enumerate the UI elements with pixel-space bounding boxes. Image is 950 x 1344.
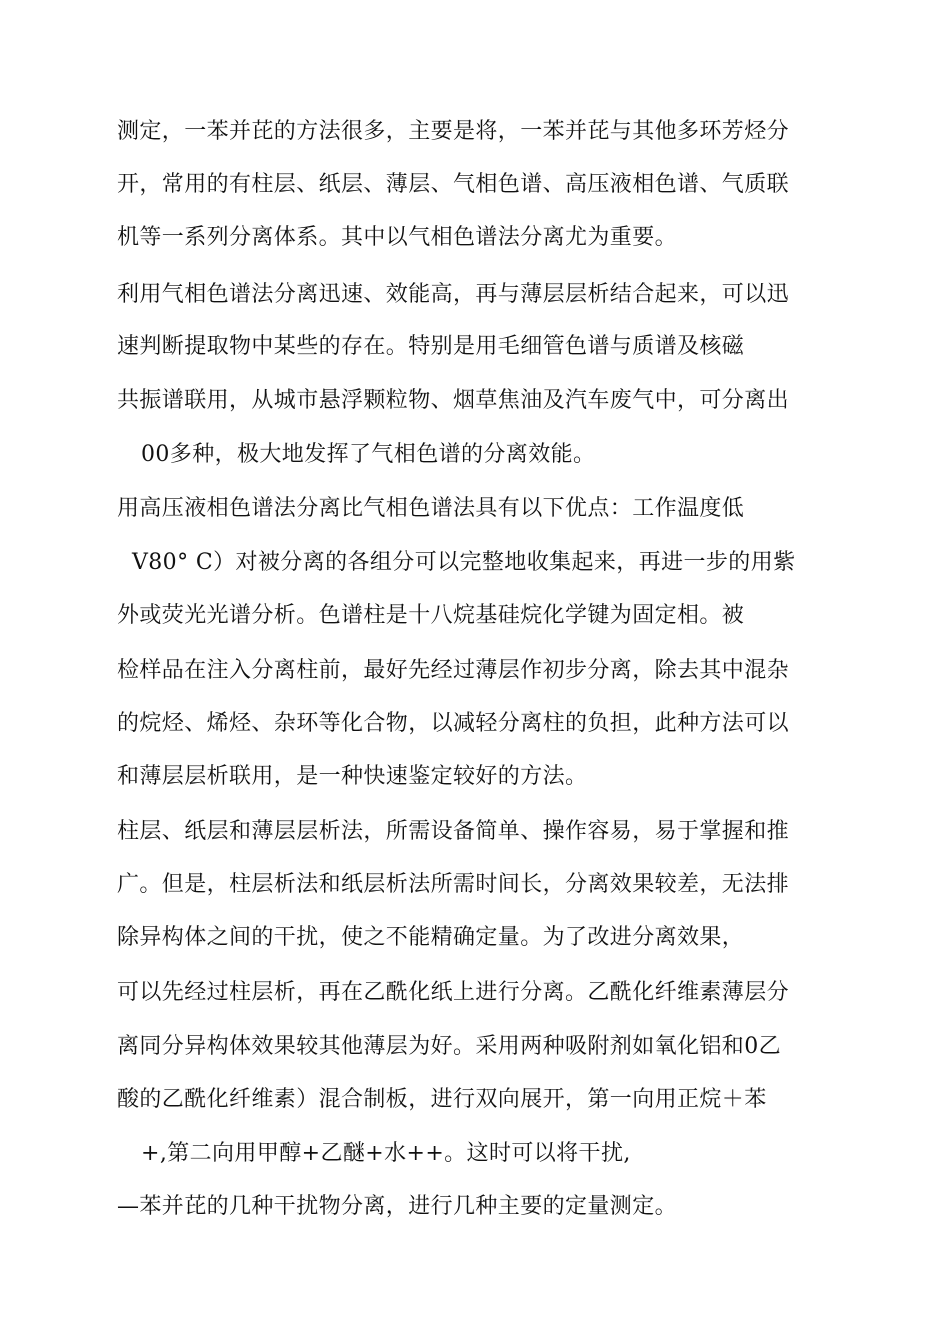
text-line: 酸的乙酰化纤维素）混合制板，进行双向展开，第一向用正烷＋苯 — [117, 1087, 767, 1112]
text-line: 速判断提取物中某些的存在。特别是用毛细管色谱与质谱及核磁 — [117, 334, 745, 359]
text-line: 用高压液相色谱法分离比气相色谱法具有以下优点：工作温度低 — [117, 496, 745, 521]
text-line: 开，常用的有柱层、纸层、薄层、气相色谱、高压液相色谱、气质联 — [117, 172, 790, 197]
text-line: 除异构体之间的干扰，使之不能精确定量。为了改进分离效果， — [117, 925, 745, 950]
text-line: 和薄层层析联用，是一种快速鉴定较好的方法。 — [117, 764, 588, 789]
text-line: 机等一系列分离体系。其中以气相色谱法分离尤为重要。 — [117, 225, 678, 250]
text-line: 广。但是，柱层析法和纸层析法所需时间长，分离效果较差，无法排 — [117, 872, 790, 897]
text-line: 检样品在注入分离柱前，最好先经过薄层作初步分离，除去其中混杂 — [117, 658, 790, 683]
text-line: 测定，一苯并芘的方法很多，主要是将，一苯并芘与其他多环芳烃分 — [117, 119, 790, 144]
text-line: 利用气相色谱法分离迅速、效能高，再与薄层层析结合起来，可以迅 — [117, 282, 790, 307]
text-line: 00多种，极大地发挥了气相色谱的分离效能。 — [141, 442, 596, 467]
text-line: 离同分异构体效果较其他薄层为好。采用两种吸附剂如氧化铝和0乙 — [117, 1034, 781, 1059]
text-line: 可以先经过柱层析，再在乙酰化纸上进行分离。乙酰化纤维素薄层分 — [117, 980, 790, 1005]
text-line: 共振谱联用，从城市悬浮颗粒物、烟草焦油及汽车废气中，可分离出 — [117, 388, 790, 413]
text-line: —苯并芘的几种干扰物分离，进行几种主要的定量测定。 — [117, 1194, 678, 1219]
text-line: +,第二向用甲醇+乙醚+水++。这时可以将干扰, — [141, 1141, 631, 1166]
text-line: 的烷烃、烯烃、杂环等化合物，以减轻分离柱的负担，此种方法可以 — [117, 711, 790, 736]
text-line: 外或荧光光谱分析。色谱柱是十八烷基硅烷化学键为固定相。被 — [117, 603, 745, 628]
text-line: V80° C）对被分离的各组分可以完整地收集起来，再进一步的用紫 — [132, 550, 796, 575]
text-line: 柱层、纸层和薄层层析法，所需设备简单、操作容易，易于掌握和推 — [117, 819, 790, 844]
